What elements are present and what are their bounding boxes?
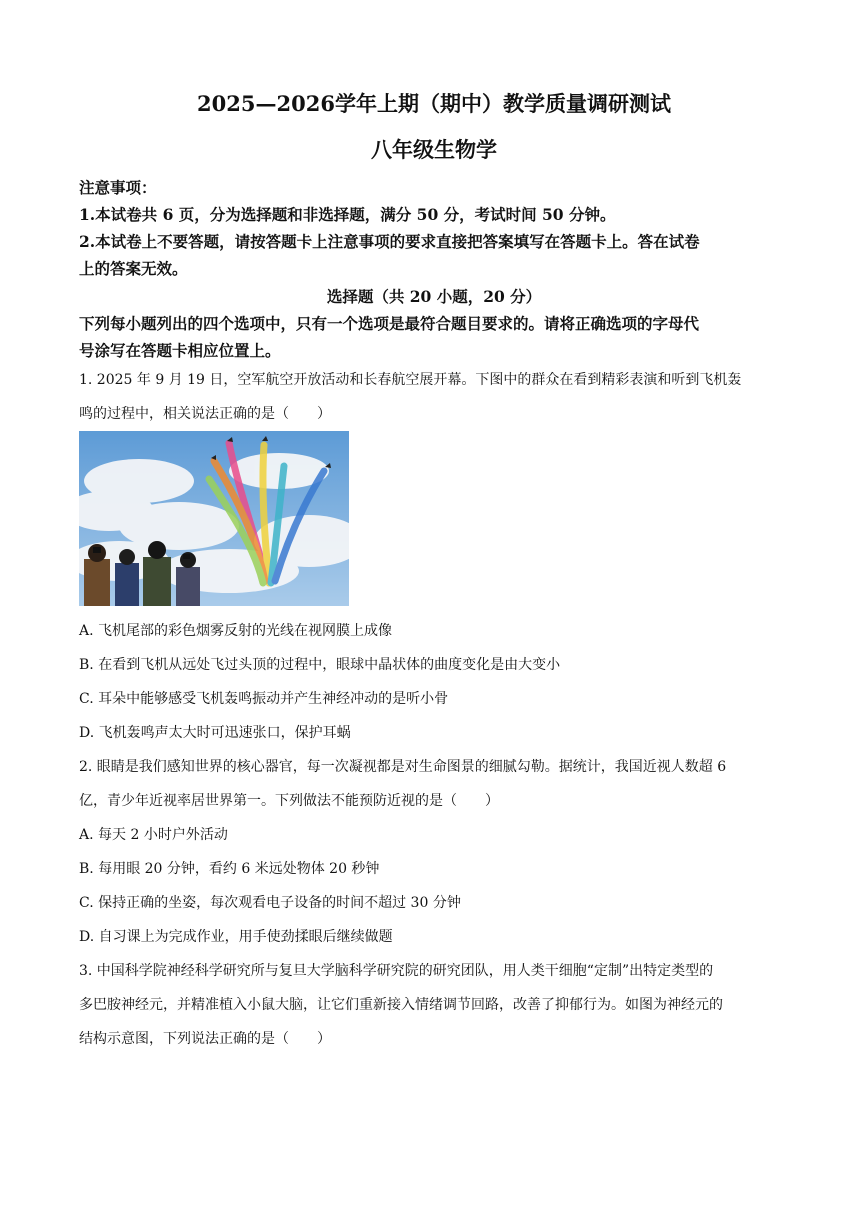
- notice-item-2-line-2: 上的答案无效。: [79, 259, 188, 278]
- q1-option-d: D. 飞机轰鸣声太大时可迅速张口，保护耳蜗: [79, 725, 351, 741]
- q1-stem-line-1: 1. 2025 年 9 月 19 日，空军航空开放活动和长春航空展开幕。下图中的群众在看到精彩表演和听到飞机轰: [79, 372, 742, 388]
- section-instruction-line-2: 号涂写在答题卡相应位置上。: [79, 341, 281, 360]
- airshow-photo: [79, 431, 349, 606]
- notice-item-1: 1.本试卷共 6 页，分为选择题和非选择题，满分 50 分，考试时间 50 分钟。: [79, 205, 616, 224]
- q3-stem-line-1: 3. 中国科学院神经科学研究所与复旦大学脑科学研究院的研究团队，用人类干细胞“定制”出特定类型的: [79, 963, 714, 979]
- q2-option-c: C. 保持正确的坐姿，每次观看电子设备的时间不超过 30 分钟: [79, 895, 461, 911]
- q1-option-c: C. 耳朵中能够感受飞机轰鸣振动并产生神经冲动的是听小骨: [79, 691, 449, 707]
- section-title: 选择题（共 20 小题，20 分）: [326, 287, 542, 306]
- q1-option-a: A. 飞机尾部的彩色烟雾反射的光线在视网膜上成像: [79, 623, 393, 639]
- airshow-illustration: [79, 431, 349, 606]
- q1-option-b: B. 在看到飞机从远处飞过头顶的过程中，眼球中晶状体的曲度变化是由大变小: [79, 657, 561, 673]
- section-instruction-line-1: 下列每小题列出的四个选项中，只有一个选项是最符合题目要求的。请将正确选项的字母代: [79, 314, 700, 333]
- q1-stem-line-2: 鸣的过程中，相关说法正确的是（ ）: [79, 406, 331, 422]
- q3-stem-line-3: 结构示意图，下列说法正确的是（ ）: [79, 1031, 331, 1047]
- q2-option-b: B. 每用眼 20 分钟，看约 6 米远处物体 20 秒钟: [79, 861, 380, 877]
- q2-option-a: A. 每天 2 小时户外活动: [79, 827, 228, 843]
- notice-heading: 注意事项：: [79, 178, 157, 197]
- exam-subtitle: 八年级生物学: [371, 137, 497, 162]
- q2-stem-line-2: 亿，青少年近视率居世界第一。下列做法不能预防近视的是（ ）: [79, 793, 499, 809]
- notice-item-2-line-1: 2.本试卷上不要答题，请按答题卡上注意事项的要求直接把答案填写在答题卡上。答在试卷: [79, 232, 700, 251]
- q3-stem-line-2: 多巴胺神经元，并精准植入小鼠大脑，让它们重新接入情绪调节回路，改善了抑郁行为。如图为神经元的: [79, 997, 723, 1013]
- q2-option-d: D. 自习课上为完成作业，用手使劲揉眼后继续做题: [79, 929, 393, 945]
- q2-stem-line-1: 2. 眼睛是我们感知世界的核心器官，每一次凝视都是对生命图景的细腻勾勒。据统计，我国近视人数超 6: [79, 759, 727, 775]
- exam-title: 2025—2026学年上期（期中）教学质量调研测试: [197, 91, 671, 116]
